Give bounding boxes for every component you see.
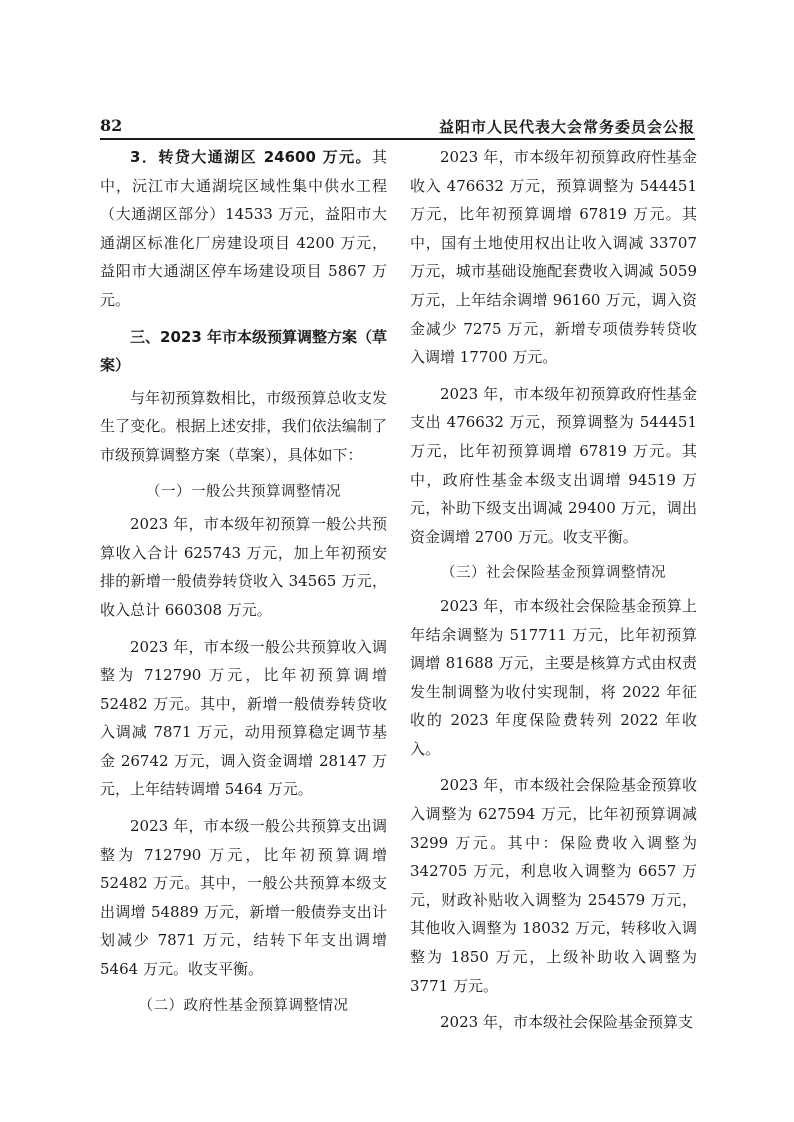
subsection-title-social-insurance: （三）社会保险基金预算调整情况 [441,565,666,582]
paragraph-fund-revenue: 2023 年，市本级年初预算政府性基金收入 476632 万元，预算调整为 544451 万元，比年初预算调增 67819 万元。其中，国有土地使用权出让收入调减 33707 万元，城市基础设施配套费收入调减 5059 万元，上年结余调增 96160 万元，调入资金减少 7275 万元，新增专项债券转贷收入调增 17700 万元。 [410,148,697,367]
paragraph-general-expenditure: 2023 年，市本级一般公共预算支出调整为 712790 万元，比年初预算调增 52482 万元。其中，一般公共预算本级支出调增 54889 万元，新增一般债券支出计划减少 7871 万元，结转下年支出调增 5464 万元。收支平衡。 [100,817,387,979]
paragraph-social-balance: 2023 年，市本级社会保险基金预算上年结余调整为 517711 万元，比年初预算调增 81688 万元，主要是核算方式由权责发生制调整为收付实现制，将 2022 年征收的 2023 年度保险费转列 2022 年收入。 [410,596,697,758]
paragraph-general-revenue: 2023 年，市本级一般公共预算收入调整为 712790 万元，比年初预算调增 52482 万元。其中，新增一般债券转贷收入调减 7871 万元，动用预算稳定调节基金 26742 万元，调入资金调增 28147 万元，上年结转调增 5464 万元。 [100,637,387,799]
journal-title: 益阳市人民代表大会常务委员会公报 [438,118,695,136]
page-header [100,116,695,138]
paragraph-text: 其中，沅江市大通湖垸区域性集中供水工程（大通湖区部分）14533 万元，益阳市大通湖区标准化厂房建设项目 4200 万元，益阳市大通湖区停车场建设项目 5867 万元。 [100,148,387,309]
paragraph-social-expenditure: 2023 年，市本级社会保险基金预算支 [440,1013,693,1032]
section-title-adjustment-plan: 三、2023 年市本级预算调整方案（草案） [100,327,387,375]
right-column [410,143,697,1045]
subsection-title-fund-budget: （二）政府性基金预算调整情况 [138,997,349,1014]
paragraph-social-revenue: 2023 年，市本级社会保险基金预算收入调整为 627594 万元，比年初预算调减 3299 万元。其中：保险费收入调整为 342705 万元，利息收入调整为 6657 万元，财政补贴收入调整为 254579 万元，其他收入调整为 18032 万元，转移收入调整为 1850 万元，上级补助收入调整为 3771 万元。 [410,776,697,995]
paragraph-fund-expenditure: 2023 年，市本级年初预算政府性基金支出 476632 万元，预算调整为 544451 万元，比年初预算调增 67819 万元。其中，政府性基金本级支出调增 94519 万元，补助下级支出调减 29400 万元，调出资金调增 2700 万元。收支平衡。 [410,384,697,546]
page-number: 82 [100,116,123,135]
subsection-title-general-budget: （一）一般公共预算调整情况 [146,483,341,500]
left-column [100,143,387,1024]
paragraph-transfer-datonghu [100,143,387,315]
paragraph-general-initial: 2023 年，市本级年初预算一般公共预算收入合计 625743 万元，加上年初预安排的新增一般债券转贷收入 34565 万元，收入总计 660308 万元。 [100,515,387,619]
paragraph-intro: 与年初预算数相比，市级预算总收支发生了变化。根据上述安排，我们依法编制了市级预算调整方案（草案），具体如下： [100,388,387,464]
header-rule [100,138,695,140]
paragraph-lead: 3．转贷大通湖区 24600 万元。 [130,148,372,166]
